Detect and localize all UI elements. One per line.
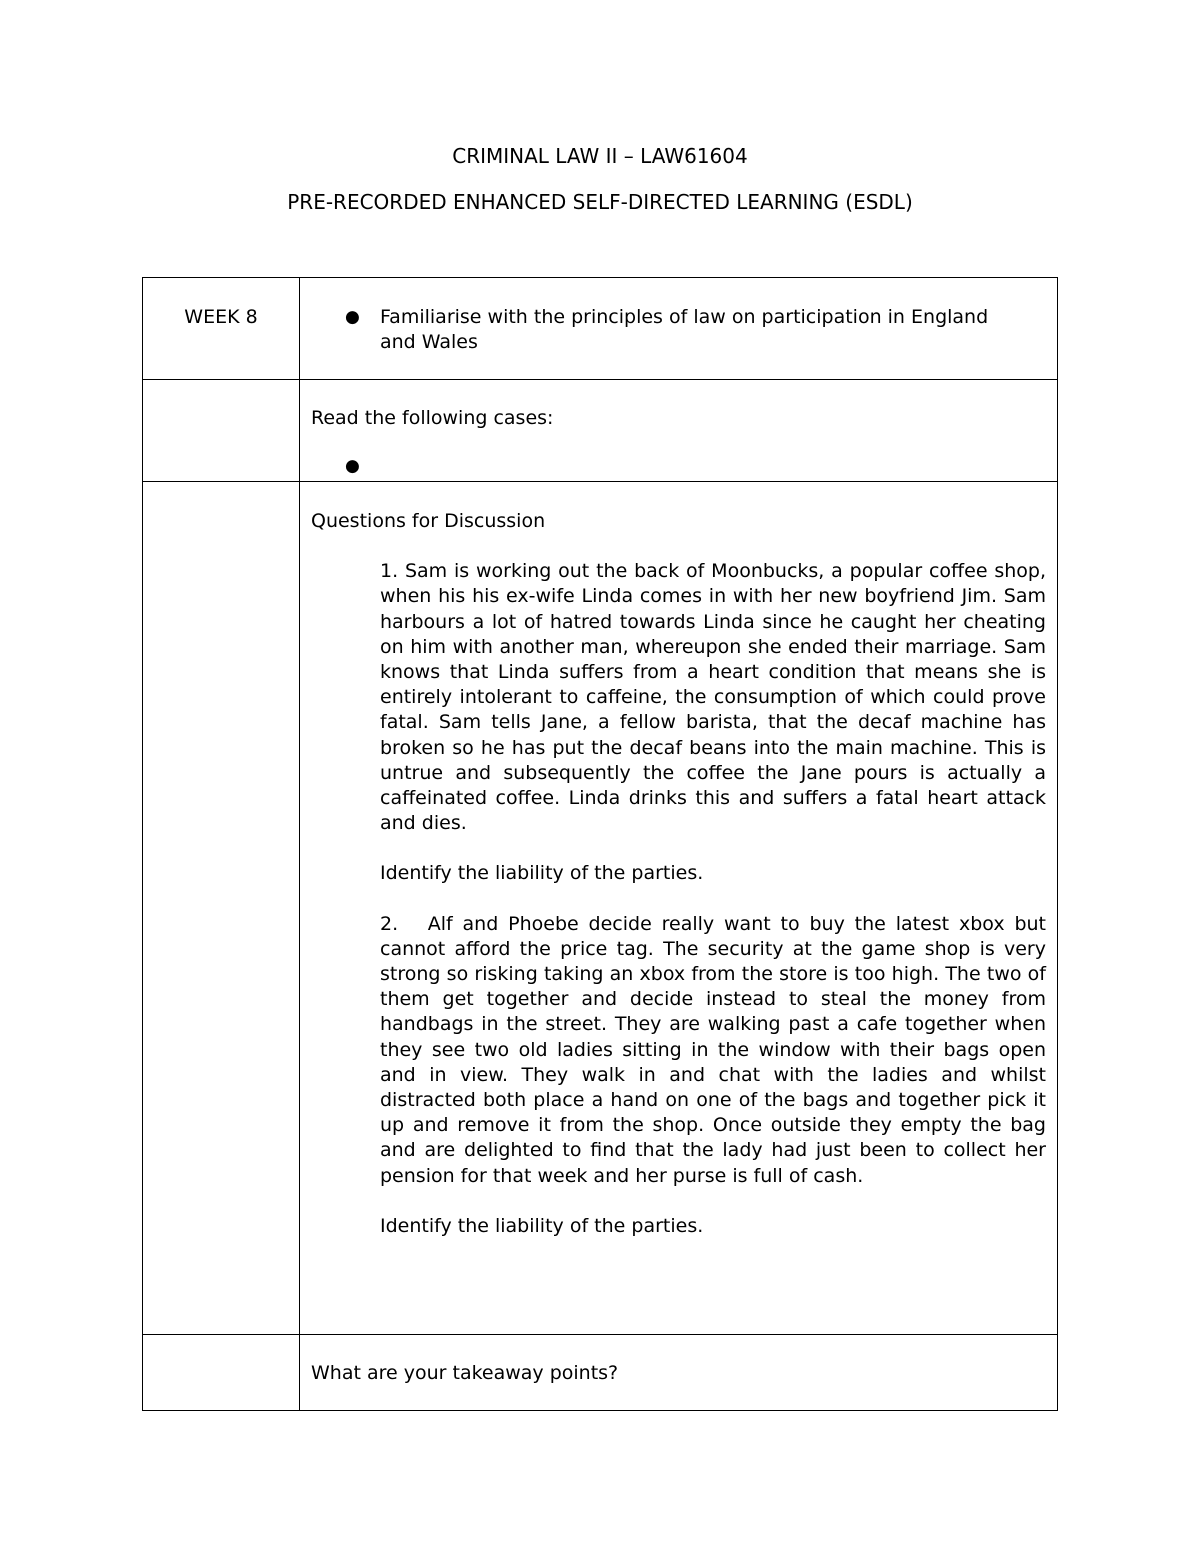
reading-cell	[300, 380, 1057, 481]
list-item	[300, 305, 997, 355]
course-title: CRIMINAL LAW II – LAW61604	[452, 144, 748, 168]
question-1-text: 1. Sam is working out the back of Moonbucks, a popular coffee shop, when his his ex-wife Linda comes in with her new boyfriend Jim. Sam harbours a lot of hatred towards Linda since he caught her cheating on him with another man, whereupon she ended their marriage. Sam knows that Linda suffers from a heart condition that means she is entirely intolerant to caffeine, the consumption of which could prove fatal. Sam tells Jane, a fellow barista, that the decaf machine has broken so he has put the decaf beans into the main machine. This is untrue and subsequently the coffee the Jane pours is actually a caffeinated coffee. Linda drinks this and suffers a fatal heart attack and dies.	[380, 560, 1046, 835]
questions-body	[300, 559, 1057, 1239]
empty-cell	[143, 380, 300, 481]
questions-cell	[300, 482, 1057, 1334]
empty-cell	[143, 1335, 300, 1410]
questions-heading: Questions for Discussion	[311, 510, 546, 532]
question-2-prompt: Identify the liability of the parties.	[380, 1214, 704, 1237]
bullet-icon: ●	[345, 456, 360, 477]
objective-text: Familiarise with the principles of law on participation in England and Wales	[380, 306, 989, 354]
table-row-takeaway	[143, 1335, 1057, 1410]
table-row-reading	[143, 380, 1057, 482]
objective-list	[300, 305, 997, 355]
table-row-week	[143, 278, 1057, 380]
document-subtitle: PRE-RECORDED ENHANCED SELF-DIRECTED LEARNING (ESDL)	[287, 190, 913, 214]
objective-cell	[300, 278, 1057, 379]
question-2-text: 2. Alf and Phoebe decide really want to buy the latest xbox but cannot afford the price tag. The security at the game shop is very strong so risking taking an xbox from the store is too high. The two of them get together and decide instead to steal the money from handbags in the street. They are walking past a cafe together when they see two old ladies sitting in the window with their bags open and in view. They walk in and chat with the ladies and whilst distracted both place a hand on one of the bags and together pick it up and remove it from the shop. Once outside they empty the bag and are delighted to find that the lady had just been to collect her pension for that week and her purse is full of cash.	[380, 912, 1053, 1187]
question-1-prompt: Identify the liability of the parties.	[380, 862, 704, 885]
week-cell	[143, 278, 300, 379]
esdl-table	[142, 277, 1058, 1411]
list-item	[300, 454, 1057, 479]
bullet-icon: ●	[345, 307, 360, 327]
case-list	[300, 454, 1057, 479]
week-label: WEEK 8	[184, 306, 258, 328]
empty-cell	[143, 482, 300, 1334]
table-row-questions	[143, 482, 1057, 1335]
takeaway-prompt: What are your takeaway points?	[311, 1362, 619, 1384]
takeaway-cell	[300, 1335, 1057, 1410]
reading-instruction: Read the following cases:	[311, 407, 554, 429]
